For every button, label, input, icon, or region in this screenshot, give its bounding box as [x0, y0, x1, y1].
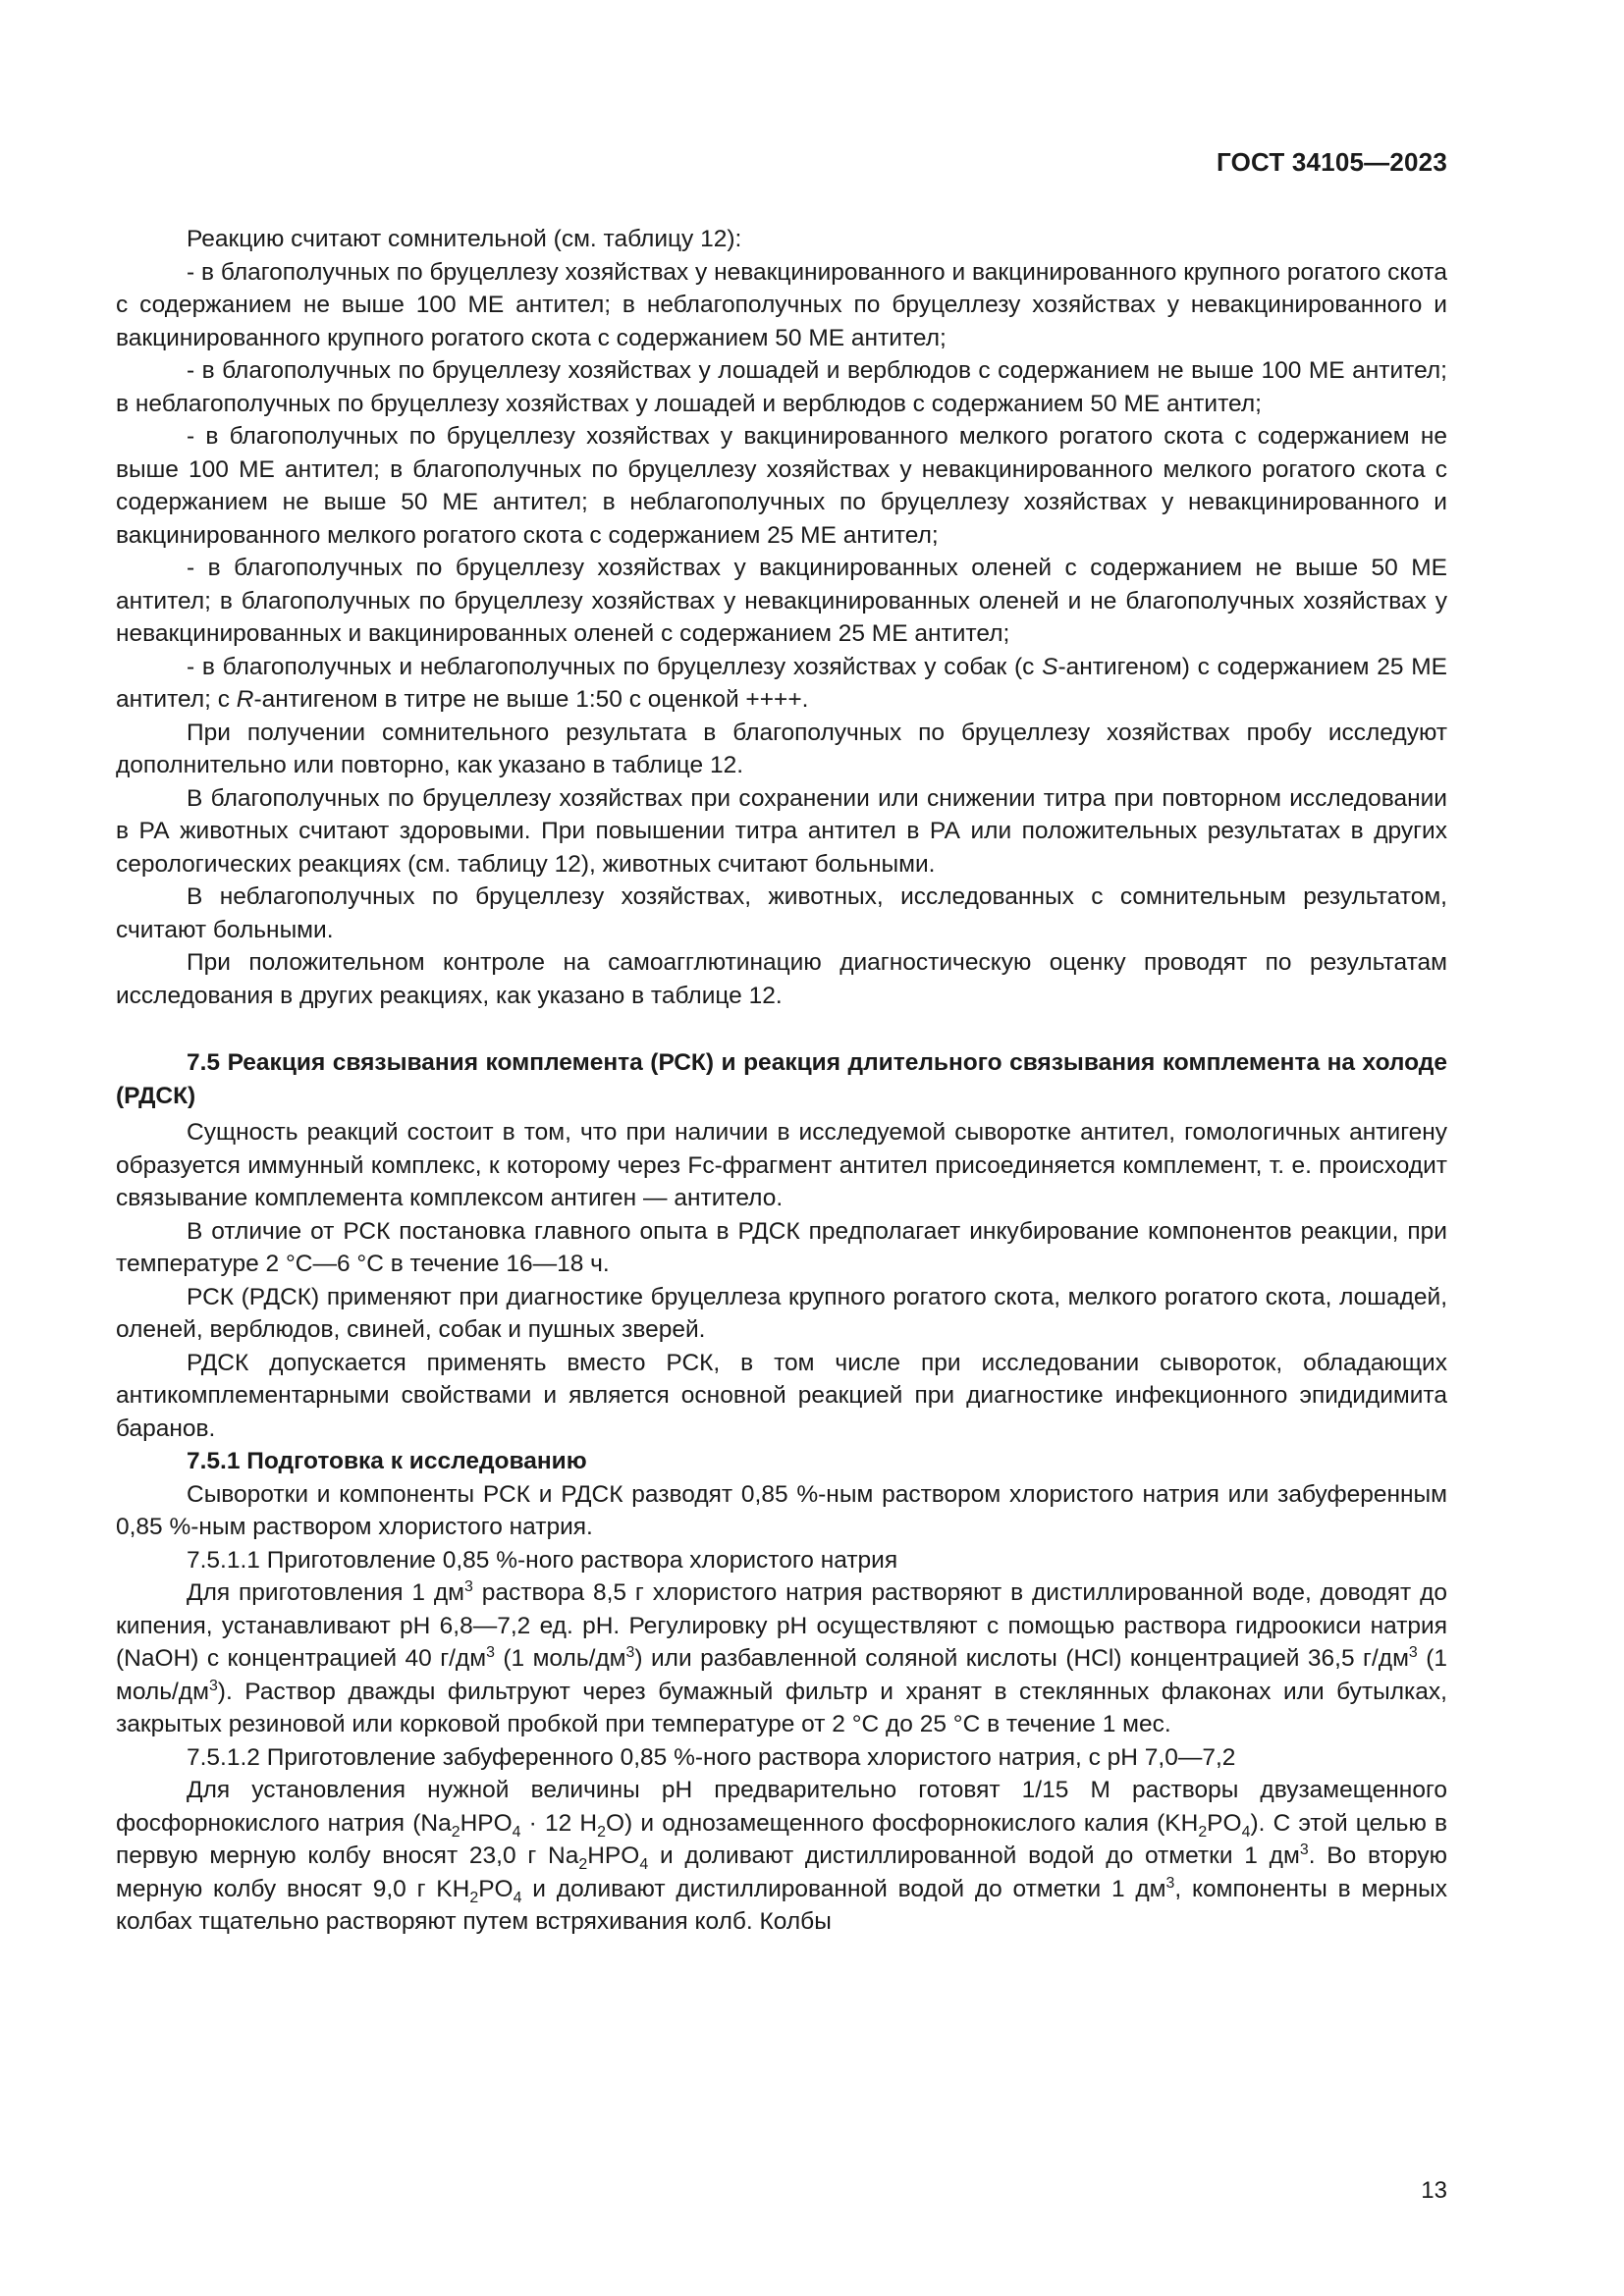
text-run: (1 моль/дм: [494, 1645, 626, 1672]
antigen-symbol: R: [236, 686, 254, 713]
subscript: 2: [597, 1823, 606, 1841]
paragraph: В благополучных по бруцеллезу хозяйствах при сохранении или снижении титра при повторном исследовании в РА животных считают здоровыми. При повышении титра антител в РА или положительных результатах в других серологических реакциях (см. таблицу 12), животных считают больными.: [116, 784, 1447, 878]
text-run: - в благополучных и неблагополучных по бруцеллезу хозяйствах у собак (с: [187, 653, 1043, 680]
subscript: 4: [1241, 1823, 1251, 1841]
list-item: [116, 651, 1447, 717]
superscript: 3: [1165, 1874, 1175, 1892]
text-run: ) или разбавленной соляной кислоты (HCl) концентрацией 36,5 г/дм: [634, 1645, 1409, 1672]
page-content: [116, 223, 1447, 1939]
subscript: 2: [469, 1889, 479, 1906]
text-run: Для приготовления 1 дм: [187, 1579, 465, 1606]
text-run: раствора 8,5 г хлористого натрия растворяют в дистиллированной воде, доводят до кипения, устанавливают pH 6,8—7,2 ед. pH. Регулировку pH осуществляют с помощью раствора гидроокиси натрия (NaOH) с концентрацией 40 г/дм: [116, 1579, 1447, 1672]
list-item: - в благополучных по бруцеллезу хозяйствах у вакцинированного мелкого рогатого скота с содержанием не выше 100 МЕ антител; в благополучных по бруцеллезу хозяйствах у невакцинированного мелкого рогатого скота с содержанием не выше 50 МЕ антител; в неблагополучных по бруцеллезу хозяйствах у невакцинированного и вакцинированного мелкого рогатого скота с содержанием 25 МЕ антител;: [116, 423, 1447, 549]
text-run: -антигеном) с содержанием 25 МЕ антител; с: [116, 653, 1447, 713]
text-run: PO: [1207, 1809, 1242, 1837]
list-item: - в благополучных по бруцеллезу хозяйствах у вакцинированных оленей с содержанием не выше 50 МЕ антител; в благополучных по бруцеллезу хозяйствах у невакцинированных оленей и не благополучных хозяйствах у невакцинированных и вакцинированных оленей с содержанием 25 МЕ антител;: [116, 555, 1447, 647]
section-heading-7-5-1: 7.5.1 Подготовка к исследованию: [187, 1448, 587, 1474]
text-run: HPO: [587, 1842, 640, 1869]
paragraph: В неблагополучных по бруцеллезу хозяйствах, животных, исследованных с сомнительным результатом, считают больными.: [116, 883, 1447, 943]
superscript: 3: [486, 1643, 495, 1661]
paragraph: Сыворотки и компоненты РСК и РДСК разводят 0,85 %-ным раствором хлористого натрия или забуференным 0,85 %-ным раствором хлористого натрия.: [116, 1480, 1447, 1540]
subsection-title-7-5-1-1: 7.5.1.1 Приготовление 0,85 %-ного раствора хлористого натрия: [187, 1546, 898, 1574]
subscript: 2: [1198, 1823, 1208, 1841]
paragraph: Реакцию считают сомнительной (см. таблицу 12):: [187, 226, 742, 252]
superscript: 3: [464, 1577, 473, 1595]
subscript: 4: [512, 1823, 521, 1841]
paragraph: При положительном контроле на самоагглютинацию диагностическую оценку проводят по результатам исследования в других реакциях, как указано в таблице 12.: [116, 949, 1447, 1009]
list-item: - в благополучных по бруцеллезу хозяйствах у невакцинированного и вакцинированного крупного рогатого скота с содержанием не выше 100 МЕ антител; в неблагополучных по бруцеллезу хозяйствах у невакцинированного и вакцинированного крупного рогатого скота с содержанием 50 МЕ антител;: [116, 258, 1447, 351]
paragraph: В отличие от РСК постановка главного опыта в РДСК предполагает инкубирование компонентов реакции, при температуре 2 °С—6 °С в течение 16—18 ч.: [116, 1217, 1447, 1277]
text-run: (1 моль/дм: [116, 1645, 1448, 1705]
paragraph: [116, 1774, 1447, 1939]
superscript: 3: [1408, 1643, 1418, 1661]
subscript: 2: [578, 1855, 588, 1873]
subscript: 4: [513, 1889, 522, 1906]
text-run: и доливают дистиллированной водой до отметки 1 дм: [521, 1875, 1166, 1902]
text-run: ). Раствор дважды фильтруют через бумажный фильтр и хранят в стеклянных флаконах или бутылках, закрытых резиновой или корковой пробкой при температуре от 2 °С до 25 °С в течение 1 мес.: [116, 1678, 1447, 1737]
paragraph: Сущность реакций состоит в том, что при наличии в исследуемой сыворотке антител, гомологичных антигену образуется иммунный комплекс, к которому через Fc-фрагмент антител присоединяется комплемент, т. е. происходит связывание комплемента комплексом антиген — антитело.: [116, 1119, 1447, 1211]
superscript: 3: [208, 1677, 218, 1694]
paragraph: РДСК допускается применять вместо РСК, в том числе при исследовании сывороток, обладающих антикомплементарными свойствами и является основной реакцией при диагностике инфекционного эпидидимита баранов.: [116, 1349, 1447, 1442]
superscript: 3: [625, 1643, 635, 1661]
page-number: 13: [1421, 2177, 1447, 2204]
list-item: - в благополучных по бруцеллезу хозяйствах у лошадей и верблюдов с содержанием не выше 100 МЕ антител; в неблагополучных по бруцеллезу хозяйствах у лошадей и верблюдов с содержанием 50 МЕ антител;: [116, 357, 1447, 417]
section-heading-7-5: 7.5 Реакция связывания комплемента (РСК) и реакция длительного связывания комплемента на холоде (РДСК): [116, 1049, 1447, 1109]
text-run: HPO: [460, 1809, 513, 1837]
text-run: -антигеном в титре не выше 1:50 с оценкой ++++.: [253, 686, 809, 713]
paragraph: РСК (РДСК) применяют при диагностике бруцеллеза крупного рогатого скота, мелкого рогатого скота, лошадей, оленей, верблюдов, свиней, собак и пушных зверей.: [116, 1283, 1447, 1343]
paragraph: При получении сомнительного результата в благополучных по бруцеллезу хозяйствах пробу исследуют дополнительно или повторно, как указано в таблице 12.: [116, 719, 1447, 778]
text-run: Для установления нужной величины pH предварительно готовят 1/15 М растворы двузамещенного фосфорнокислого натрия (Na: [116, 1777, 1447, 1837]
text-run: . Во вторую мерную колбу вносят 9,0 г KH: [116, 1842, 1447, 1902]
text-run: и доливают дистиллированной водой до отметки 1 дм: [648, 1842, 1300, 1869]
text-run: , компоненты в мерных колбах тщательно растворяют путем встряхивания колб. Колбы: [116, 1875, 1447, 1935]
text-run: · 12 H: [520, 1809, 598, 1837]
text-run: PO: [478, 1875, 514, 1902]
superscript: 3: [1299, 1841, 1309, 1858]
text-run: ). С этой целью в первую мерную колбу вносят 23,0 г Na: [116, 1809, 1447, 1869]
subsection-title-7-5-1-2: 7.5.1.2 Приготовление забуференного 0,85 %-ного раствора хлористого натрия, с pH 7,0—7,2: [187, 1743, 1236, 1771]
subscript: 2: [451, 1823, 460, 1841]
subscript: 4: [639, 1855, 649, 1873]
text-run: O) и однозамещенного фосфорнокислого калия (KH: [605, 1809, 1199, 1837]
antigen-symbol: S: [1042, 653, 1058, 680]
document-header: ГОСТ 34105—2023: [1217, 147, 1447, 177]
paragraph: [116, 1576, 1447, 1741]
